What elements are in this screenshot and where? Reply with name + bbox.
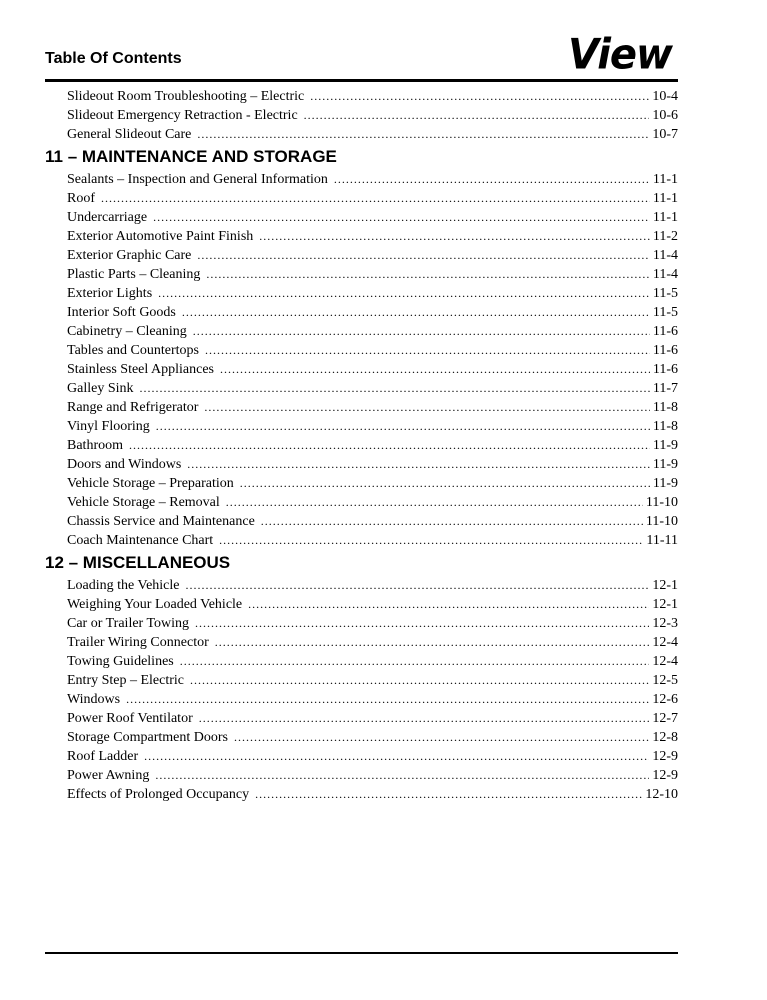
toc-entry-page: 11-7 [652,381,678,396]
toc-entry-page: 11-5 [652,286,678,301]
toc-entry[interactable] [45,189,678,208]
toc-entry-page: 11-8 [652,419,678,434]
dot-leader [182,303,650,322]
toc-entry-title: Loading the Vehicle [67,578,180,593]
toc-entry-title: Roof Ladder [67,749,139,764]
toc-entry-title: Power Awning [67,768,150,783]
toc-entry[interactable] [45,671,678,690]
dot-leader [193,322,650,341]
dot-leader [205,341,650,360]
toc-entry-title: Sealants – Inspection and General Information [67,172,328,187]
toc-entry[interactable] [45,436,678,455]
dot-leader [129,436,650,455]
toc-entry-page: 11-1 [652,191,678,206]
toc-entry[interactable] [45,208,678,227]
dot-leader [310,87,649,106]
toc-entry[interactable] [45,690,678,709]
toc-entry[interactable] [45,379,678,398]
toc-entry[interactable] [45,709,678,728]
toc-entry[interactable] [45,341,678,360]
toc-entry[interactable] [45,398,678,417]
dot-leader [255,785,642,804]
toc-entry-page: 12-9 [652,749,678,764]
toc-entry[interactable] [45,785,678,804]
toc-entry-page: 12-7 [652,711,678,726]
toc-entry-page: 12-1 [652,578,678,593]
toc-entry-page: 11-10 [645,495,678,510]
toc-entry-title: Exterior Graphic Care [67,248,192,263]
toc-entry-page: 11-8 [652,400,678,415]
toc-entry[interactable] [45,747,678,766]
toc-entry-title: Doors and Windows [67,457,182,472]
toc-entry[interactable] [45,474,678,493]
toc-entry-page: 11-6 [652,324,678,339]
dot-leader [126,690,649,709]
toc-entry[interactable] [45,106,678,125]
toc-entry-page: 12-4 [652,635,678,650]
dot-leader [190,671,649,690]
toc-entry-title: Slideout Emergency Retraction - Electric [67,108,298,123]
toc-entry-title: Storage Compartment Doors [67,730,228,745]
dot-leader [220,360,650,379]
toc-entry-title: Towing Guidelines [67,654,174,669]
toc-entry-title: Interior Soft Goods [67,305,176,320]
toc-entry-title: Vehicle Storage – Preparation [67,476,234,491]
dot-leader [155,766,649,785]
dot-leader [153,208,650,227]
toc-entry-title: Power Roof Ventilator [67,711,193,726]
page-header [45,28,678,80]
dot-leader [195,614,649,633]
footer-divider [45,952,678,954]
toc-entry[interactable] [45,227,678,246]
toc-entry-title: Tables and Countertops [67,343,199,358]
toc-entry-page: 10-7 [652,127,678,142]
toc-entry[interactable] [45,303,678,322]
toc-entry[interactable] [45,531,678,550]
toc-entry-title: General Slideout Care [67,127,192,142]
toc-entry[interactable] [45,322,678,341]
toc-entry-page: 10-4 [652,89,678,104]
toc-entry[interactable] [45,728,678,747]
toc-entry-page: 11-9 [652,476,678,491]
dot-leader [101,189,650,208]
dot-leader [248,595,649,614]
toc-entry[interactable] [45,87,678,106]
toc-entry[interactable] [45,766,678,785]
toc-entry-page: 11-1 [652,210,678,225]
toc-entry-page: 11-4 [652,248,678,263]
toc-entry-page: 12-4 [652,654,678,669]
toc-entry-title: Effects of Prolonged Occupancy [67,787,250,802]
toc-entry-title: Undercarriage [67,210,148,225]
toc-entry-title: Entry Step – Electric [67,673,185,688]
page-title: Table Of Contents [45,50,182,67]
dot-leader [156,417,650,436]
toc-entry-title: Vehicle Storage – Removal [67,495,220,510]
dot-leader [206,265,649,284]
toc-entry-page: 12-6 [652,692,678,707]
toc-entry[interactable] [45,576,678,595]
header-divider [45,79,678,82]
dot-leader [226,493,643,512]
toc-entry-title: Cabinetry – Cleaning [67,324,187,339]
toc-entry-title: Trailer Wiring Connector [67,635,209,650]
dot-leader [304,106,650,125]
toc-entry[interactable] [45,633,678,652]
toc-entry-title: Plastic Parts – Cleaning [67,267,201,282]
dot-leader [158,284,650,303]
toc-entry[interactable] [45,125,678,144]
toc-entry[interactable] [45,614,678,633]
toc-entry[interactable] [45,170,678,189]
toc-entry-title: Stainless Steel Appliances [67,362,214,377]
toc-entry-title: Vinyl Flooring [67,419,150,434]
toc-entry-page: 12-1 [652,597,678,612]
toc-entry-page: 12-10 [645,787,678,802]
toc-entry-page: 11-9 [652,457,678,472]
toc-entry-page: 11-11 [646,533,678,548]
toc-entry[interactable] [45,512,678,531]
dot-leader [197,125,649,144]
dot-leader [261,512,643,531]
table-of-contents [45,87,678,804]
toc-entry-title: Chassis Service and Maintenance [67,514,255,529]
toc-entry[interactable] [45,417,678,436]
toc-entry-title: Windows [67,692,121,707]
toc-entry[interactable] [45,360,678,379]
dot-leader [180,652,650,671]
toc-entry-title: Weighing Your Loaded Vehicle [67,597,243,612]
dot-leader [234,728,649,747]
dot-leader [197,246,649,265]
toc-entry[interactable] [45,652,678,671]
toc-entry-title: Bathroom [67,438,123,453]
dot-leader [186,576,650,595]
toc-entry-page: 11-10 [645,514,678,529]
dot-leader [204,398,649,417]
toc-entry-page: 11-2 [652,229,678,244]
toc-entry-page: 12-8 [652,730,678,745]
toc-entry-page: 11-6 [652,362,678,377]
dot-leader [140,379,650,398]
toc-entry-title: Roof [67,191,95,206]
toc-entry-title: Galley Sink [67,381,134,396]
dot-leader [334,170,650,189]
toc-entry[interactable] [45,595,678,614]
toc-entry-title: Coach Maintenance Chart [67,533,214,548]
dot-leader [215,633,650,652]
toc-entry-title: Slideout Room Troubleshooting – Electric [67,89,305,104]
brand-logo: View [567,30,672,80]
toc-entry-title: Car or Trailer Towing [67,616,190,631]
dot-leader [219,531,643,550]
dot-leader [240,474,650,493]
dot-leader [144,747,649,766]
toc-entry-page: 12-9 [652,768,678,783]
toc-entry-page: 12-3 [652,616,678,631]
dot-leader [199,709,650,728]
section-heading: 12 – MISCELLANEOUS [45,553,231,572]
toc-entry-page: 11-5 [652,305,678,320]
dot-leader [259,227,650,246]
toc-entry-page: 11-1 [652,172,678,187]
toc-entry-title: Exterior Lights [67,286,153,301]
toc-entry-page: 10-6 [652,108,678,123]
dot-leader [187,455,650,474]
section-heading: 11 – MAINTENANCE AND STORAGE [45,147,337,166]
toc-entry[interactable] [45,246,678,265]
toc-entry[interactable] [45,265,678,284]
toc-entry[interactable] [45,455,678,474]
toc-entry[interactable] [45,284,678,303]
toc-entry-page: 11-9 [652,438,678,453]
toc-entry-title: Range and Refrigerator [67,400,199,415]
toc-entry-page: 11-4 [652,267,678,282]
toc-entry-page: 11-6 [652,343,678,358]
toc-entry[interactable] [45,493,678,512]
toc-entry-page: 12-5 [652,673,678,688]
toc-entry-title: Exterior Automotive Paint Finish [67,229,254,244]
